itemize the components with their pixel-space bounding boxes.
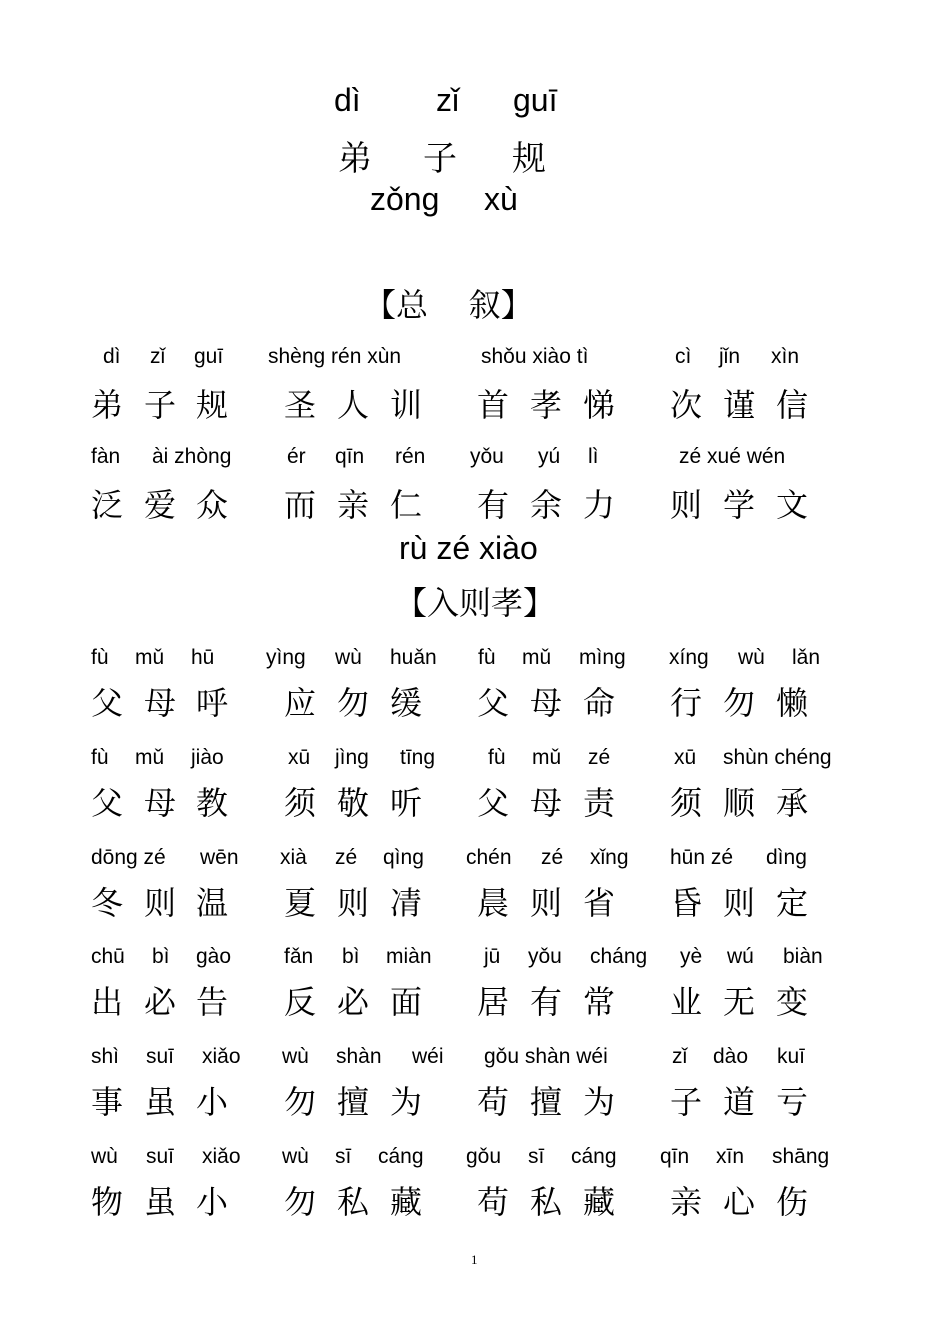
hanzi: 仁 — [390, 486, 423, 524]
pinyin: rén — [395, 445, 426, 468]
pinyin: xū — [288, 746, 311, 769]
hanzi: 父 — [477, 784, 510, 822]
pinyin: xǐng — [590, 846, 629, 869]
pinyin: wù — [282, 1045, 309, 1068]
pinyin: qīn — [335, 445, 365, 468]
pinyin: wēn — [200, 846, 239, 869]
pinyin: bì — [342, 945, 360, 968]
hanzi: 母 — [530, 784, 563, 822]
pinyin: zé xué wén — [679, 445, 786, 468]
pinyin: huǎn — [390, 646, 437, 669]
hanzi: 小 — [196, 1083, 229, 1121]
pinyin: gào — [196, 945, 232, 968]
hanzi: 亲 — [337, 486, 370, 524]
hanzi: 亏 — [776, 1083, 809, 1121]
pinyin: xià — [280, 846, 307, 869]
pinyin: fù — [478, 646, 496, 669]
hanzi: 出 — [91, 983, 124, 1021]
pinyin: hūn zé — [670, 846, 734, 869]
pinyin: wù — [335, 646, 362, 669]
pinyin: xìn — [771, 345, 800, 368]
hanzi: 众 — [196, 486, 229, 524]
hanzi: 敬 — [337, 784, 370, 822]
hanzi: 文 — [776, 486, 809, 524]
hanzi: 居 — [477, 983, 510, 1021]
pinyin: kuī — [777, 1045, 806, 1068]
hanzi: 私 — [337, 1183, 370, 1221]
page-number: 1 — [471, 1252, 478, 1267]
hanzi: 母 — [530, 684, 563, 722]
pinyin: fù — [91, 746, 109, 769]
pinyin: sī — [335, 1145, 352, 1168]
pinyin: ài zhòng — [152, 445, 232, 468]
hanzi: 亲 — [670, 1183, 703, 1221]
pinyin: yǒu — [528, 945, 562, 968]
pinyin: mìng — [579, 646, 626, 669]
hanzi: 伤 — [776, 1183, 809, 1221]
pinyin: dōng zé — [91, 846, 166, 869]
hanzi: 必 — [337, 983, 370, 1021]
hanzi: 温 — [196, 884, 229, 922]
pinyin: dìng — [766, 846, 807, 869]
hanzi: 勿 — [284, 1083, 317, 1121]
hanzi: 擅 — [530, 1083, 563, 1121]
pinyin: shāng — [772, 1145, 830, 1168]
hanzi: 则 — [530, 884, 563, 922]
hanzi: 行 — [670, 684, 703, 722]
pinyin: dì — [103, 345, 121, 368]
hanzi: 晨 — [477, 884, 510, 922]
hanzi: 母 — [144, 784, 177, 822]
hanzi: 须 — [670, 784, 703, 822]
pinyin: shì — [91, 1045, 120, 1068]
pinyin: xīn — [716, 1145, 745, 1168]
hanzi: 勿 — [723, 684, 756, 722]
pinyin: jìng — [335, 746, 369, 769]
hanzi: 责 — [583, 784, 616, 822]
hanzi: 夏 — [284, 884, 317, 922]
hanzi: 业 — [670, 983, 703, 1021]
pinyin: yǒu — [470, 445, 504, 468]
hanzi: 则 — [144, 884, 177, 922]
hanzi: 母 — [144, 684, 177, 722]
hanzi: 孝 — [530, 386, 563, 424]
pinyin: wù — [91, 1145, 118, 1168]
pinyin: zǐ — [150, 345, 166, 368]
title-hanzi: 子 — [423, 139, 457, 179]
pinyin: gǒu shàn wéi — [484, 1045, 608, 1068]
hanzi: 人 — [337, 386, 370, 424]
hanzi: 藏 — [583, 1183, 616, 1221]
pinyin: chén — [466, 846, 512, 869]
section-pinyin: rù zé xiào — [399, 530, 538, 566]
hanzi: 为 — [390, 1083, 423, 1121]
pinyin: dào — [713, 1045, 749, 1068]
hanzi: 昏 — [670, 884, 703, 922]
hanzi: 首 — [477, 386, 510, 424]
hanzi: 父 — [91, 684, 124, 722]
title-pinyin: dì — [334, 82, 361, 118]
pinyin: mǔ — [522, 646, 552, 669]
hanzi: 爱 — [144, 486, 177, 524]
title-pinyin: guī — [513, 82, 558, 118]
pinyin: fǎn — [284, 945, 314, 968]
hanzi: 悌 — [583, 386, 616, 424]
hanzi: 信 — [776, 386, 809, 424]
pinyin: zǐ — [672, 1045, 688, 1068]
hanzi: 有 — [477, 486, 510, 524]
pinyin: fù — [91, 646, 109, 669]
hanzi: 余 — [530, 486, 563, 524]
pinyin: tīng — [400, 746, 436, 769]
hanzi: 告 — [196, 983, 229, 1021]
hanzi: 子 — [144, 386, 177, 424]
pinyin: guī — [194, 345, 224, 368]
hanzi: 冬 — [91, 884, 124, 922]
pinyin: xiǎo — [202, 1045, 241, 1068]
pinyin: lǎn — [792, 646, 821, 669]
pinyin: mǔ — [532, 746, 562, 769]
hanzi: 而 — [284, 486, 317, 524]
hanzi: 常 — [583, 983, 616, 1021]
pinyin: bì — [152, 945, 170, 968]
title-hanzi: 弟 — [338, 139, 372, 179]
hanzi: 勿 — [337, 684, 370, 722]
pinyin: shèng rén xùn — [268, 345, 402, 368]
hanzi: 苟 — [477, 1083, 510, 1121]
pinyin: wéi — [412, 1045, 444, 1068]
pinyin: wú — [727, 945, 754, 968]
hanzi: 无 — [723, 983, 756, 1021]
pinyin: cì — [675, 345, 692, 368]
hanzi: 为 — [583, 1083, 616, 1121]
hanzi: 听 — [390, 784, 423, 822]
pinyin: fù — [488, 746, 506, 769]
pinyin: suī — [146, 1045, 175, 1068]
pinyin: wù — [738, 646, 765, 669]
hanzi: 学 — [723, 486, 756, 524]
hanzi: 谨 — [723, 386, 756, 424]
pinyin: mǔ — [135, 646, 165, 669]
hanzi: 虽 — [144, 1183, 177, 1221]
section-pinyin: xù — [484, 181, 518, 217]
hanzi: 泛 — [91, 486, 124, 524]
hanzi: 藏 — [390, 1183, 423, 1221]
hanzi: 缓 — [390, 684, 423, 722]
pinyin: wù — [282, 1145, 309, 1168]
hanzi: 凊 — [390, 884, 423, 922]
pinyin: biàn — [783, 945, 823, 968]
pinyin: qīn — [660, 1145, 690, 1168]
pinyin: cháng — [590, 945, 648, 968]
hanzi: 懒 — [776, 684, 809, 722]
title-pinyin: zǐ — [436, 82, 460, 118]
pinyin: cáng — [378, 1145, 424, 1168]
pinyin: xū — [674, 746, 697, 769]
hanzi: 心 — [723, 1183, 756, 1221]
hanzi: 顺 — [723, 784, 756, 822]
hanzi: 弟 — [91, 386, 124, 424]
pinyin: gǒu — [466, 1145, 502, 1168]
pinyin: jǐn — [719, 345, 741, 368]
pinyin: miàn — [386, 945, 432, 968]
pinyin: yú — [538, 445, 561, 468]
pinyin: shàn — [336, 1045, 382, 1068]
hanzi: 反 — [284, 983, 317, 1021]
section-heading: 【总 叙】 — [364, 286, 533, 324]
pinyin: shùn chéng — [723, 746, 832, 769]
hanzi: 呼 — [196, 684, 229, 722]
section-pinyin: zǒng — [370, 181, 440, 217]
hanzi: 则 — [723, 884, 756, 922]
pinyin: yè — [680, 945, 703, 968]
hanzi: 虽 — [144, 1083, 177, 1121]
pinyin: xíng — [669, 646, 709, 669]
hanzi: 有 — [530, 983, 563, 1021]
pinyin: ér — [287, 445, 306, 468]
pinyin: zé — [335, 846, 358, 869]
pinyin: shǒu xiào tì — [481, 345, 589, 368]
hanzi: 次 — [670, 386, 703, 424]
pinyin: yìng — [266, 646, 306, 669]
hanzi: 擅 — [337, 1083, 370, 1121]
pinyin: fàn — [91, 445, 121, 468]
title-hanzi: 规 — [512, 139, 546, 179]
hanzi: 定 — [776, 884, 809, 922]
hanzi: 承 — [776, 784, 809, 822]
hanzi: 教 — [196, 784, 229, 822]
pinyin: qìng — [383, 846, 424, 869]
pinyin: sī — [528, 1145, 545, 1168]
hanzi: 规 — [196, 386, 229, 424]
hanzi: 道 — [723, 1083, 756, 1121]
hanzi: 父 — [91, 784, 124, 822]
hanzi: 勿 — [284, 1183, 317, 1221]
hanzi: 父 — [477, 684, 510, 722]
pinyin: jiào — [191, 746, 224, 769]
hanzi: 必 — [144, 983, 177, 1021]
pinyin: zé — [588, 746, 611, 769]
hanzi: 事 — [91, 1083, 124, 1121]
hanzi: 物 — [91, 1183, 124, 1221]
hanzi: 私 — [530, 1183, 563, 1221]
hanzi: 则 — [670, 486, 703, 524]
section-heading: 【入则孝】 — [395, 584, 556, 622]
hanzi: 变 — [776, 983, 809, 1021]
hanzi: 省 — [583, 884, 616, 922]
hanzi: 面 — [390, 983, 423, 1021]
hanzi: 应 — [284, 684, 317, 722]
hanzi: 命 — [583, 684, 616, 722]
pinyin: mǔ — [135, 746, 165, 769]
pinyin: jū — [484, 945, 501, 968]
hanzi: 苟 — [477, 1183, 510, 1221]
hanzi: 子 — [670, 1083, 703, 1121]
pinyin: lì — [588, 445, 599, 468]
pinyin: xiǎo — [202, 1145, 241, 1168]
pinyin: cáng — [571, 1145, 617, 1168]
hanzi: 圣 — [284, 386, 317, 424]
pinyin: suī — [146, 1145, 175, 1168]
hanzi: 则 — [337, 884, 370, 922]
pinyin: hū — [191, 646, 215, 669]
hanzi: 须 — [284, 784, 317, 822]
pinyin: zé — [541, 846, 564, 869]
hanzi: 力 — [583, 486, 616, 524]
hanzi: 训 — [390, 386, 423, 424]
pinyin: chū — [91, 945, 125, 968]
hanzi: 小 — [196, 1183, 229, 1221]
